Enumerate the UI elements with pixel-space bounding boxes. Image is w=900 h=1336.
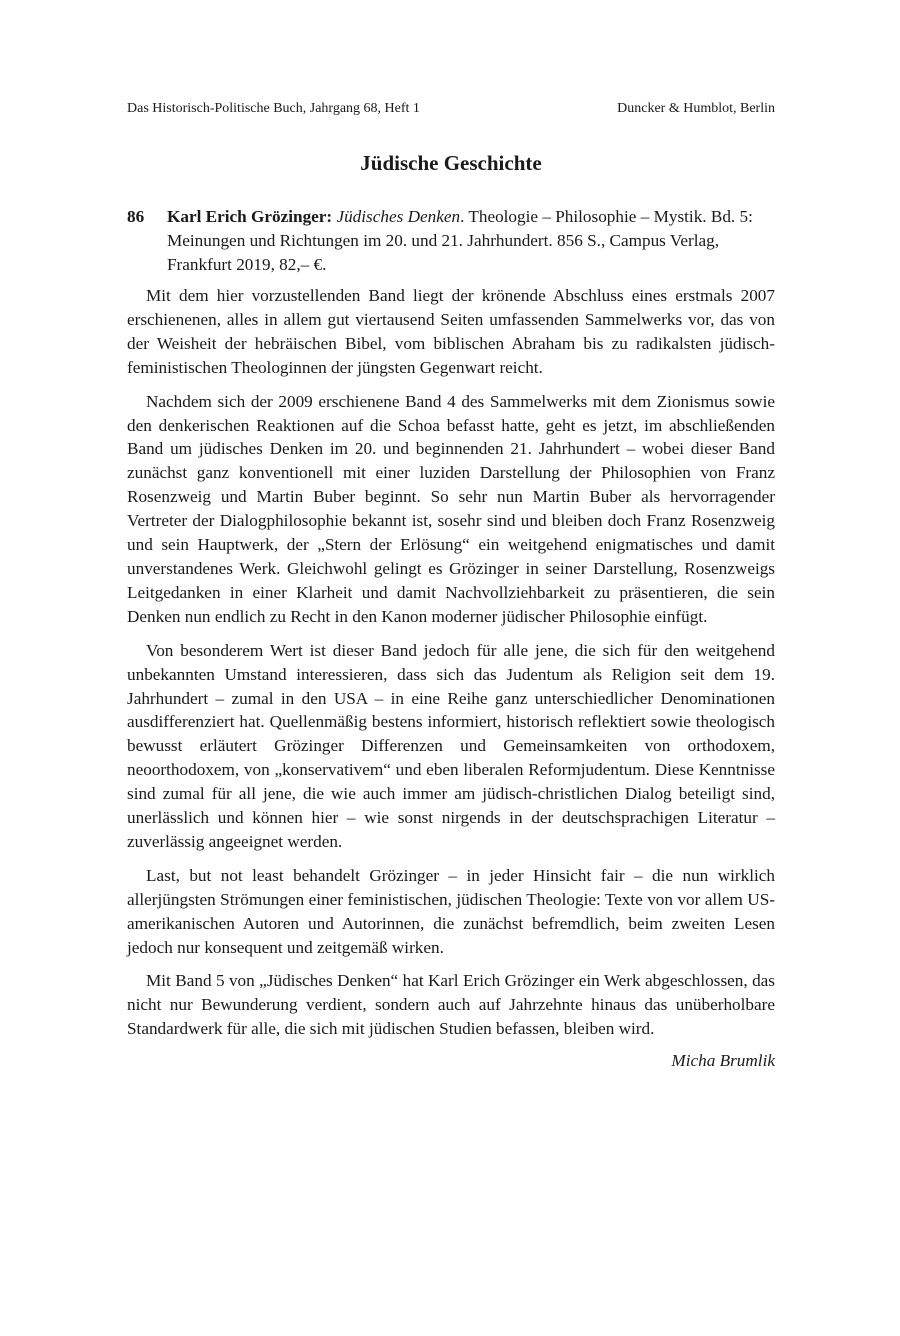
review-paragraph: Von besonderem Wert ist dieser Band jedoch für alle jene, die sich für den weitgehend unbekannten Umstand interessieren, dass sich das Judentum als Religion seit dem 19. Jahrhundert – zumal in den USA – in eine Reihe ganz unterschiedlicher Denominationen ausdifferenziert hat. Quellenmäßig bestens informiert, historisch reflektiert sowie theologisch bewusst erläutert Grözinger Differenzen und Gemeinsamkeiten von orthodoxem, neoorthodoxem, von „konservativem“ und eben liberalen Reformjudentum. Diese Kenntnisse sind zumal für all jene, die wie auch immer am jüdisch-christlichen Dialog beteiligt sind, unerlässlich und können hier – wie sonst nirgends in der deutschsprachigen Literatur – zuverlässig angeeignet werden. — [127, 640, 775, 851]
reviewer-name: Micha Brumlik — [671, 1051, 775, 1071]
entry-citation — [167, 205, 775, 276]
running-header — [127, 100, 775, 118]
book-title: Jüdisches Denken — [336, 207, 461, 226]
review-paragraph: Last, but not least behandelt Grözinger – in jeder Hinsicht fair – die nun wirklich allerjüngsten Strömungen einer feministischen, jüdischen Theologie: Texte von vor allem US-amerikanischen Autoren und Autorinnen, die zunächst befremdlich, beim zweiten Lesen jedoch nur konsequent und zeitgemäß wirken. — [127, 865, 775, 957]
entry-number: 86 — [127, 207, 145, 226]
bibliographic-entry — [127, 205, 775, 276]
review-body — [127, 284, 775, 1073]
review-paragraph: Mit dem hier vorzustellenden Band liegt der krönende Abschluss eines erstmals 2007 erschienenen, alles in allem gut viertausend Seiten umfassenden Sammelwerks vor, das von der Weisheit der hebräischen Bibel, vom biblischen Abraham bis zu radikalsten jüdisch-feministischen Theologinnen der jüngsten Gegenwart reicht. — [127, 286, 775, 377]
journal-name: Das Historisch-Politische Buch, Jahrgang 68, Heft 1 — [127, 101, 420, 116]
book-author: Karl Erich Grözinger: — [167, 207, 333, 226]
publisher-name: Duncker & Humblot, Berlin — [617, 101, 775, 116]
book-details: . Theologie – Philosophie – Mystik. Bd. 5: Meinungen und Richtungen im 20. und 21. Jahrhundert. 856 S., Campus Verlag, Frankfurt 2019, 82,– €. — [167, 207, 753, 274]
review-paragraph: Mit Band 5 von „Jüdisches Denken“ hat Karl Erich Grözinger ein Werk abgeschlossen, das nicht nur Bewunderung verdient, sondern auch auf Jahrzehnte hinaus das unüberholbare Standardwerk für alle, die sich mit jüdischen Studien befassen, bleiben wird. — [127, 971, 775, 1039]
section-title: Jüdische Geschichte — [360, 151, 542, 175]
review-paragraph: Nachdem sich der 2009 erschienene Band 4 des Sammelwerks mit dem Zionismus sowie den denkerischen Reaktionen auf die Schoa befasst hatte, geht es jetzt, im abschließenden Band um jüdisches Denken im 20. und beginnenden 21. Jahrhundert – wobei dieser Band zunächst ganz konventionell mit einer luziden Darstellung der Philosophien von Franz Rosenzweig und Martin Buber beginnt. So sehr nun Martin Buber als hervorragender Vertreter der Dialogphilosophie bekannt ist, sosehr sind und bleiben doch Franz Rosenzweig und sein Hauptwerk, der „Stern der Erlösung“ ein weitgehend enigmatisches und damit unverstandenes Werk. Gleichwohl gelingt es Grözinger in seiner Darstellung, Rosenzweigs Leitgedanken in einer Klarheit und damit Nachvollziehbarkeit zu präsentieren, die sein Denken nun endlich zu Recht in den Kanon moderner jüdischer Philosophie einfügt. — [127, 391, 775, 626]
